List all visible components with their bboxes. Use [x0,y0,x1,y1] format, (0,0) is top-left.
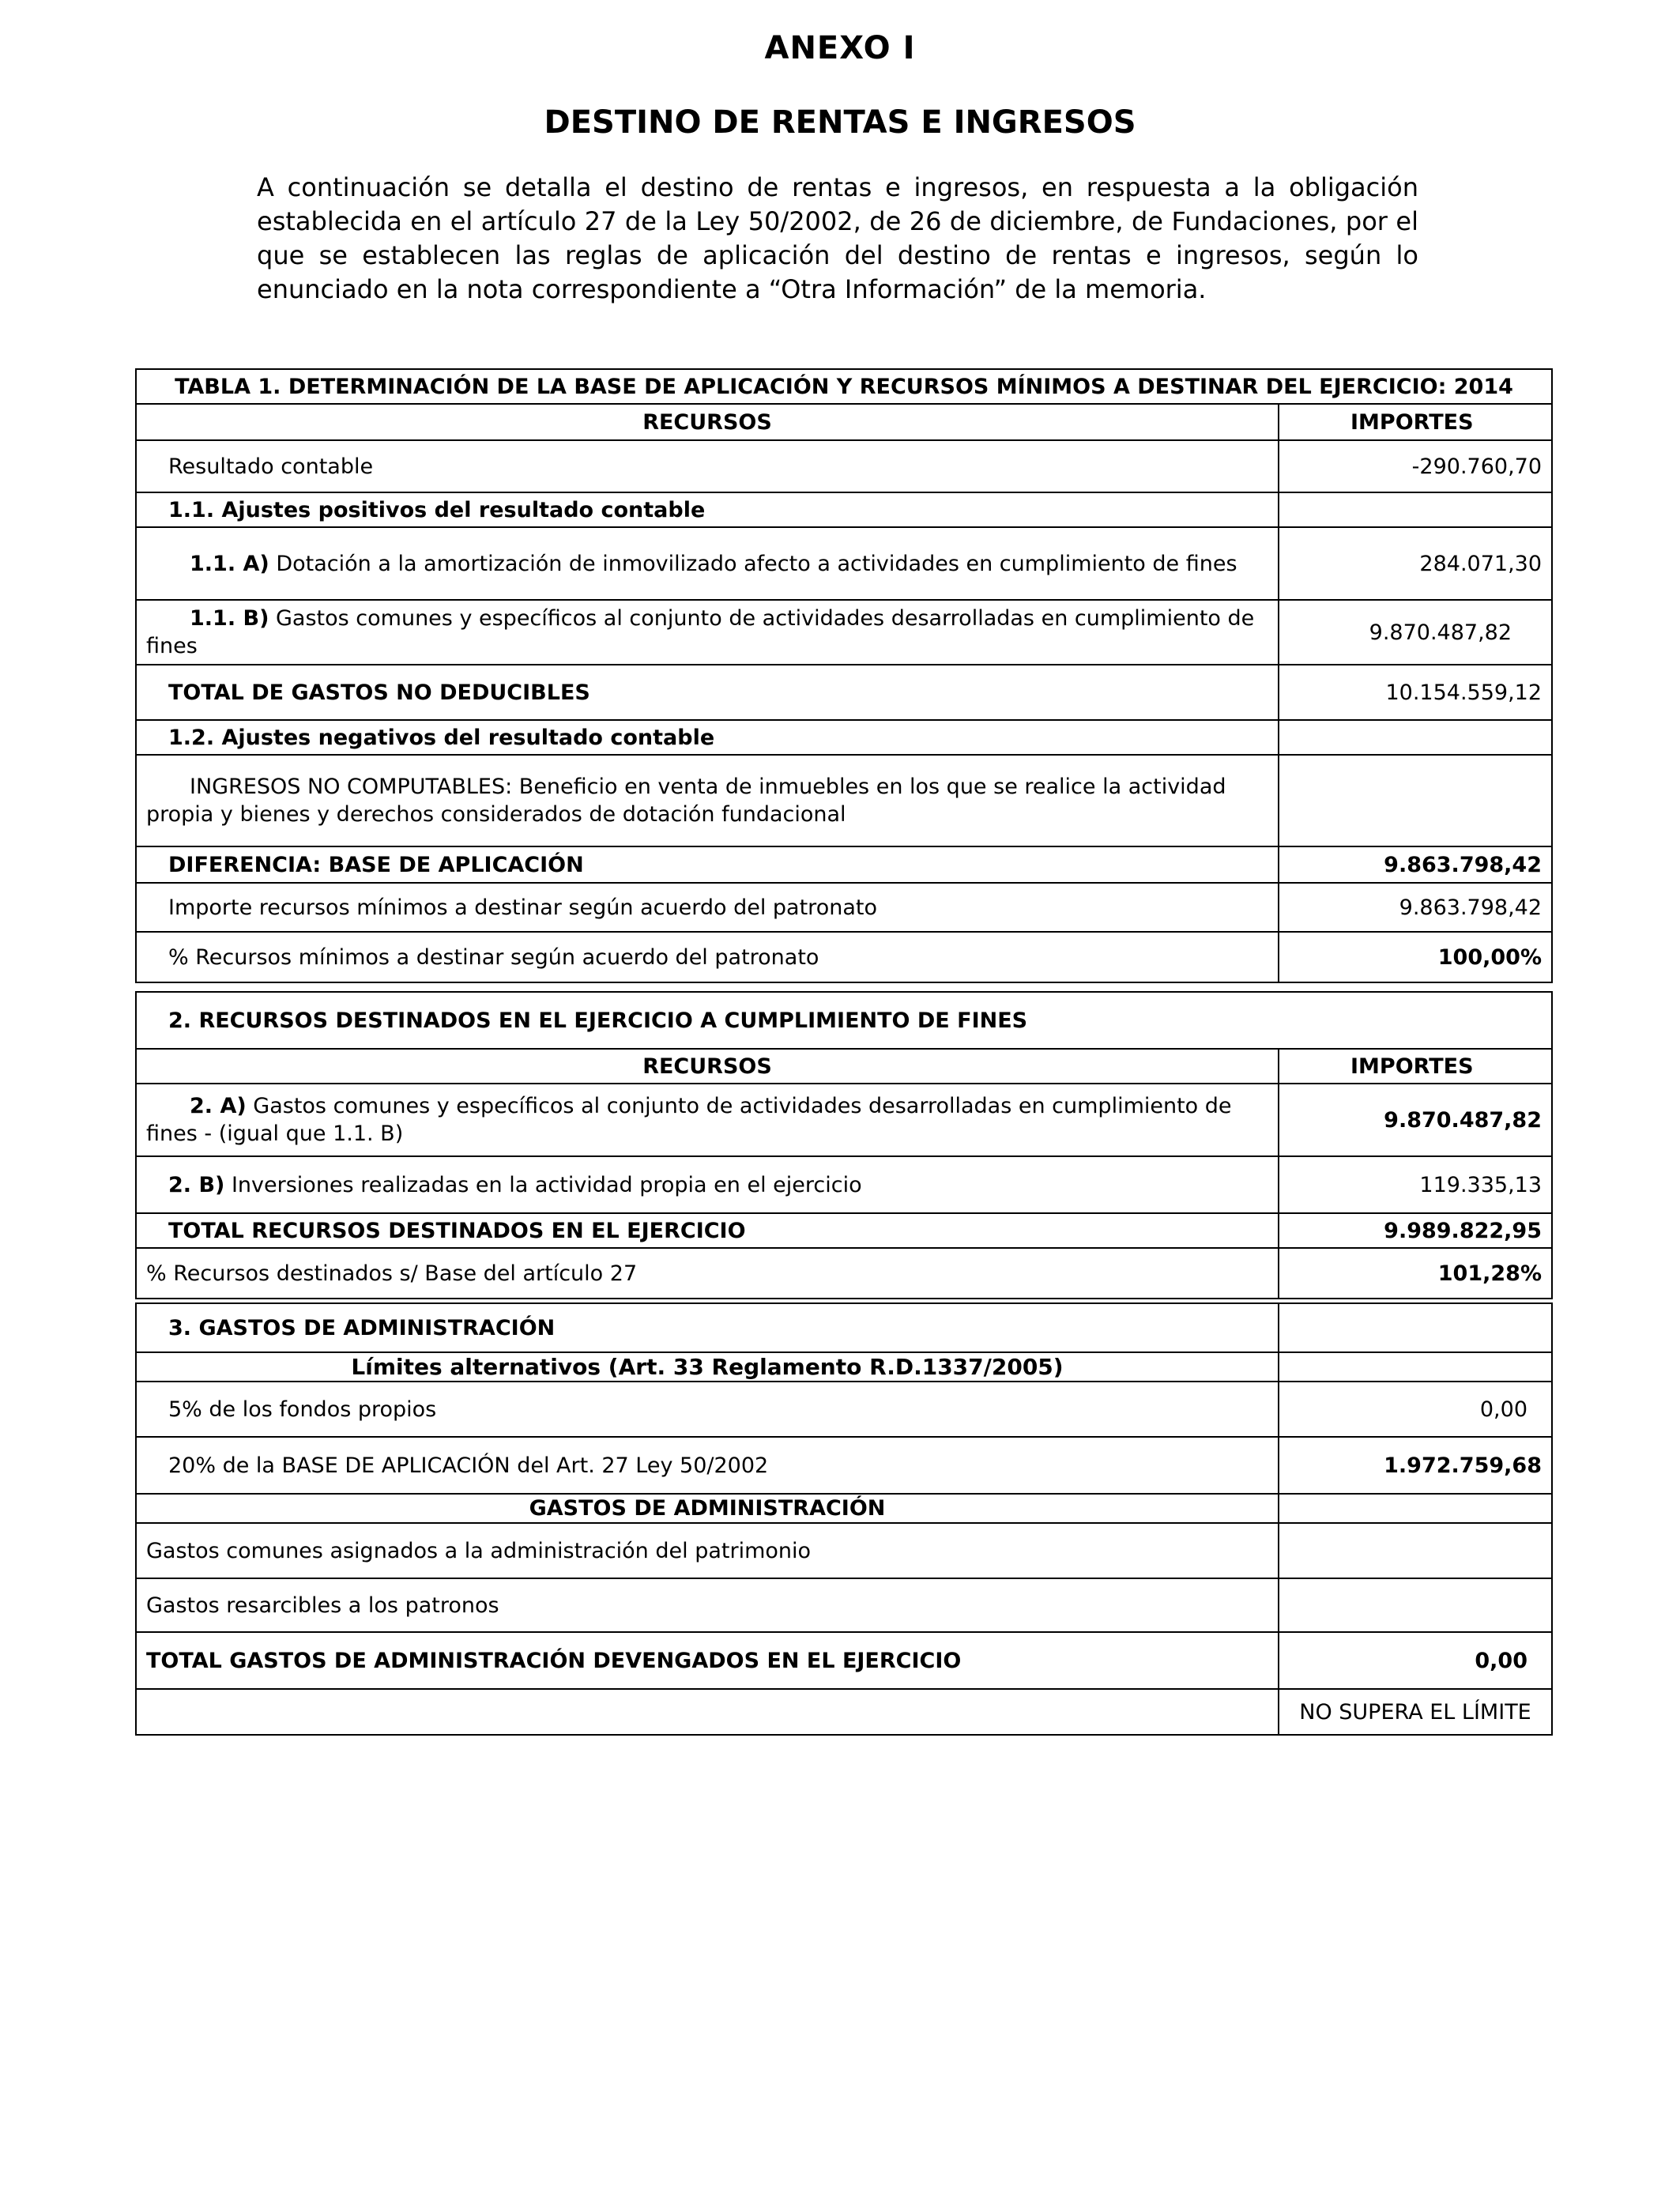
resultado-contable-label: Resultado contable [136,440,1279,492]
total-recursos-value: 9.989.822,95 [1279,1213,1552,1248]
table-row [136,1084,1552,1156]
row-1-1-a [136,527,1279,600]
porcentaje-minimo-label: % Recursos mínimos a destinar según acuerdo del patronato [136,932,1279,982]
fondos-propios-label: 5% de los fondos propios [136,1382,1279,1437]
row-prefix: 2. A) [190,1094,247,1118]
empty-cell [1279,1352,1552,1382]
row-1-1-b [136,600,1279,665]
porcentaje-destinados-value: 101,28% [1279,1248,1552,1299]
total-gastos-admin-value: 0,00 [1279,1632,1552,1689]
empty-cell [1279,755,1552,846]
row-prefix: 2. B) [168,1172,225,1197]
row-label: Inversiones realizadas en la actividad propia en el ejercicio [231,1172,862,1197]
row-label: Gastos comunes y específicos al conjunto de actividades desarrolladas en cumplimiento de fines [146,606,1255,658]
column-header-recursos: RECURSOS [136,1049,1279,1084]
table-row [136,932,1552,982]
row-2-b [136,1156,1279,1213]
column-header-recursos: RECURSOS [136,404,1279,440]
table-row [136,1523,1552,1578]
empty-cell [1279,720,1552,755]
table-2 [135,991,1553,1299]
total-no-deducibles-label: TOTAL DE GASTOS NO DEDUCIBLES [136,665,1279,720]
row-label: Dotación a la amortización de inmovilizado afecto a actividades en cumplimiento de fines [276,551,1237,576]
column-header-importes: IMPORTES [1279,1049,1552,1084]
porcentaje-destinados-label: % Recursos destinados s/ Base del artículo 27 [136,1248,1279,1299]
annex-title: ANEXO I [764,30,916,66]
table-row [136,492,1552,527]
row-1-1-a-value: 284.071,30 [1279,527,1552,600]
importe-minimo-value: 9.863.798,42 [1279,883,1552,932]
table-row [136,1382,1552,1437]
document-title: DESTINO DE RENTAS E INGRESOS [544,104,1136,141]
table-3-title: 3. GASTOS DE ADMINISTRACIÓN [136,1303,1279,1352]
total-no-deducibles-value: 10.154.559,12 [1279,665,1552,720]
table-row [136,527,1552,600]
diferencia-label: DIFERENCIA: BASE DE APLICACIÓN [136,846,1279,883]
row-1-1-b-value: 9.870.487,82 [1279,600,1552,665]
porcentaje-minimo-value: 100,00% [1279,932,1552,982]
table-1 [135,368,1553,983]
column-header-importes: IMPORTES [1279,404,1552,440]
fondos-propios-value: 0,00 [1279,1382,1552,1437]
importe-minimo-label: Importe recursos mínimos a destinar según acuerdo del patronato [136,883,1279,932]
ajustes-negativos-heading: 1.2. Ajustes negativos del resultado contable [136,720,1279,755]
table-row [136,1689,1552,1735]
empty-cell [1279,1578,1552,1632]
table-row [136,1578,1552,1632]
table-row [136,1437,1552,1494]
ajustes-positivos-heading: 1.1. Ajustes positivos del resultado contable [136,492,1279,527]
table-row [136,846,1552,883]
table-row [136,1303,1552,1352]
row-2-a-value: 9.870.487,82 [1279,1084,1552,1156]
table-row [136,1248,1552,1299]
status-badge: NO SUPERA EL LÍMITE [1279,1689,1552,1735]
row-label: Gastos comunes y específicos al conjunto de actividades desarrolladas en cumplimiento de fines - (igual que 1.1. B) [146,1094,1232,1146]
empty-cell [1279,1303,1552,1352]
table-2-title: 2. RECURSOS DESTINADOS EN EL EJERCICIO A CUMPLIMIENTO DE FINES [136,992,1552,1049]
table-1-title: TABLA 1. DETERMINACIÓN DE LA BASE DE APLICACIÓN Y RECURSOS MÍNIMOS A DESTINAR DEL EJERCICIO: 2014 [136,369,1552,404]
table-row [136,440,1552,492]
row-prefix: 1.1. A) [190,551,269,576]
table-row [136,404,1552,440]
ingresos-no-computables-label: INGRESOS NO COMPUTABLES: Beneficio en venta de inmuebles en los que se realice la actividad propia y bienes y derechos considerados de dotación fundacional [136,755,1279,846]
table-row [136,1156,1552,1213]
empty-cell [1279,492,1552,527]
intro-paragraph: A continuación se detalla el destino de rentas e ingresos, en respuesta a la obligación establecida en el artículo 27 de la Ley 50/2002, de 26 de diciembre, de Fundaciones, por el que se establecen las reglas de aplicación del destino de rentas e ingresos, según lo enunciado en la nota correspondiente a “Otra Información” de la memoria. [257,172,1418,304]
gastos-resarcibles-label: Gastos resarcibles a los patronos [136,1578,1279,1632]
table-row [136,369,1552,404]
table-row [136,1494,1552,1523]
table-row [136,755,1552,846]
table-row [136,720,1552,755]
table-row [136,1352,1552,1382]
base-aplicacion-label: 20% de la BASE DE APLICACIÓN del Art. 27 Ley 50/2002 [136,1437,1279,1494]
base-aplicacion-value: 1.972.759,68 [1279,1437,1552,1494]
empty-cell [1279,1523,1552,1578]
table-row [136,600,1552,665]
table-3 [135,1302,1553,1736]
table-row [136,992,1552,1049]
resultado-contable-value: -290.760,70 [1279,440,1552,492]
empty-cell [1279,1494,1552,1523]
gastos-admin-header: GASTOS DE ADMINISTRACIÓN [136,1494,1279,1523]
row-prefix: 1.1. B) [190,606,269,631]
limites-label: Límites alternativos (Art. 33 Reglamento R.D.1337/2005) [136,1352,1279,1382]
gastos-comunes-label: Gastos comunes asignados a la administración del patrimonio [136,1523,1279,1578]
total-recursos-label: TOTAL RECURSOS DESTINADOS EN EL EJERCICIO [136,1213,1279,1248]
row-2-b-value: 119.335,13 [1279,1156,1552,1213]
table-row [136,665,1552,720]
row-2-a [136,1084,1279,1156]
table-row [136,1213,1552,1248]
empty-cell [136,1689,1279,1735]
diferencia-value: 9.863.798,42 [1279,846,1552,883]
table-row [136,1049,1552,1084]
total-gastos-admin-label: TOTAL GASTOS DE ADMINISTRACIÓN DEVENGADOS EN EL EJERCICIO [136,1632,1279,1689]
table-row [136,1632,1552,1689]
table-row [136,883,1552,932]
